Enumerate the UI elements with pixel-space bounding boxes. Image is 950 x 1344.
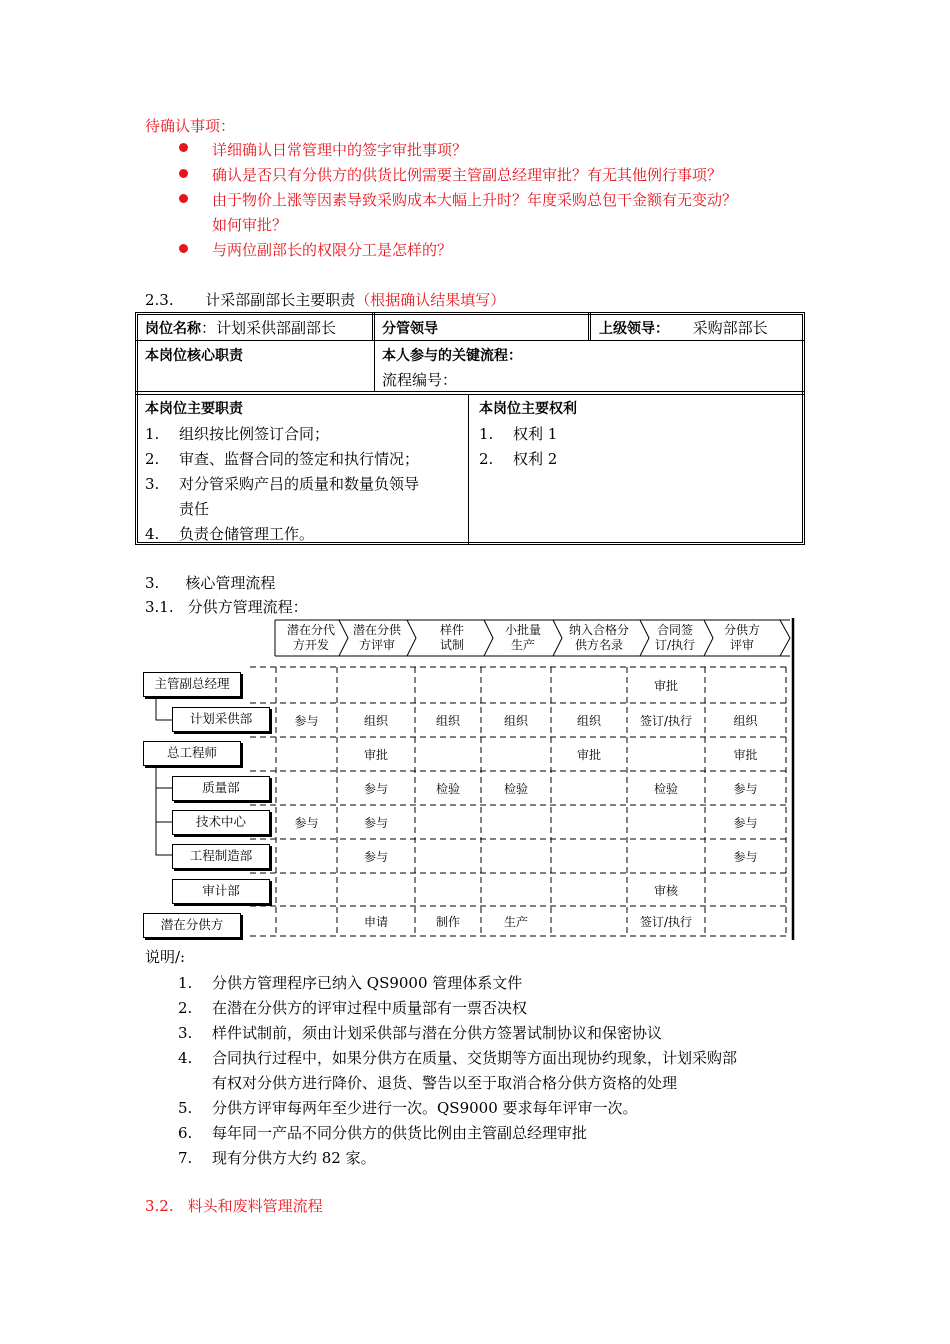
note-item: 有权对分供方进行降价、退货、警告以至于取消合格分供方资格的处理	[212, 1074, 678, 1092]
note-item: 7. 现有分供方大约 82 家。	[178, 1149, 376, 1167]
pending-item: 由于物价上涨等因素导致采购成本大幅上升时？年度采购总包干金额有无变动？	[212, 191, 738, 209]
section-title: 计采部副部长主要职责	[205, 291, 356, 309]
note-item: 6. 每年同一产品不同分供方的供货比例由主管副总经理审批	[178, 1124, 588, 1142]
chart-cell: 组织	[733, 714, 758, 728]
role-box: 质量部	[172, 776, 270, 801]
post-name-label: 岗位名称	[145, 321, 201, 337]
chart-cell: 检验	[503, 782, 528, 796]
stage-label: 潜在分供 方评审	[352, 623, 401, 652]
superior-value: 采购部部长	[692, 319, 768, 337]
chart-cell: 参与	[363, 850, 388, 864]
role-box: 潜在分供方	[143, 913, 241, 938]
stage-label: 合同签 订/执行	[654, 623, 696, 652]
chart-cell: 参与	[363, 816, 388, 830]
stage-label: 纳入合格分 供方名录	[568, 623, 629, 652]
right-item: 1. 权利 1	[479, 425, 558, 443]
role-box: 计划采供部	[172, 707, 270, 732]
chart-cell: 组织	[503, 714, 528, 728]
notes-title: 说明/:	[145, 948, 186, 966]
supervisor-label: 分管领导	[382, 321, 438, 337]
pending-item: 确认是否只有分供方的供货比例需要主管副总经理审批？有无其他例行事项？	[212, 166, 723, 184]
duty-item: 2. 审查、监督合同的签定和执行情况；	[145, 450, 420, 468]
post-name-sep: ：	[201, 319, 217, 337]
process-no-label: 流程编号：	[382, 371, 458, 389]
note-item: 5. 分供方评审每两年至少进行一次。QS9000 要求每年评审一次。	[178, 1099, 638, 1117]
chart-cell: 审批	[363, 748, 388, 762]
note-item: 2. 在潜在分供方的评审过程中质量部有一票否决权	[178, 999, 528, 1017]
chart-cell: 参与	[294, 816, 319, 830]
section-note: （根据确认结果填写）	[355, 291, 506, 309]
notes-list	[178, 971, 737, 1171]
stage-label: 分供方 评审	[723, 623, 760, 652]
note-item: 1. 分供方管理程序已纳入 QS9000 管理体系文件	[178, 974, 523, 992]
duty-item: 1. 组织按比例签订合同；	[145, 425, 330, 443]
duty-item: 责任	[179, 500, 210, 518]
chart-cell: 审批	[733, 748, 758, 762]
main-duty-label: 本岗位主要职责	[145, 401, 243, 417]
main-rights-label: 本岗位主要权利	[479, 401, 577, 417]
core-duty-label: 本岗位核心职责	[145, 348, 243, 364]
chart-cell: 检验	[653, 782, 678, 796]
role-box: 技术中心	[172, 810, 270, 835]
role-box: 审计部	[172, 879, 270, 904]
role-box: 总工程师	[143, 741, 241, 766]
chart-cell: 组织	[363, 714, 388, 728]
pending-item: 与两位副部长的权限分工是怎样的？	[212, 241, 453, 259]
section-3-heading: 3. 核心管理流程	[145, 574, 276, 592]
chart-cell: 参与	[363, 782, 388, 796]
chart-cell: 申请	[363, 915, 388, 929]
note-item: 3. 样件试制前，须由计划采供部与潜在分供方签署试制协议和保密协议	[178, 1024, 663, 1042]
role-box: 主管副总经理	[143, 672, 241, 697]
section-3-1-heading: 3.1. 分供方管理流程：	[145, 598, 308, 616]
stage-label: 小批量 生产	[504, 623, 541, 652]
duty-item: 3. 对分管采购产吕的质量和数量负领导	[145, 475, 420, 493]
chart-cell: 制作	[435, 915, 460, 929]
chart-cell: 签订/执行	[639, 714, 693, 728]
chart-cell: 参与	[733, 850, 758, 864]
pending-item: 详细确认日常管理中的签字审批事项？	[212, 141, 468, 159]
chart-cell: 组织	[435, 714, 460, 728]
stage-label: 样件 试制	[439, 623, 464, 652]
role-box: 工程制造部	[172, 844, 270, 869]
post-name-value: 计划采供部副部长	[216, 319, 337, 337]
key-process-label: 本人参与的关键流程：	[382, 348, 522, 364]
section-number: 2.3.	[145, 291, 174, 309]
chart-cell: 检验	[435, 782, 460, 796]
section-3-2-heading: 3.2. 料头和废料管理流程	[145, 1197, 323, 1215]
chart-cell: 参与	[733, 782, 758, 796]
chart-cell: 审核	[653, 883, 678, 898]
note-item: 4. 合同执行过程中，如果分供方在质量、交货期等方面出现协约现象，计划采购部	[178, 1049, 738, 1067]
duty-item: 4. 负责仓储管理工作。	[145, 525, 315, 543]
chart-cell: 参与	[733, 816, 758, 830]
superior-label: 上级领导：	[599, 321, 669, 337]
chart-cell: 审批	[653, 679, 678, 693]
chart-cell: 审批	[576, 748, 601, 762]
stage-label: 潜在分代 方开发	[286, 623, 335, 652]
chart-cell: 签订/执行	[639, 915, 693, 929]
pending-item-cont: 如何审批？	[212, 216, 288, 234]
pending-title: 待确认事项：	[145, 117, 236, 135]
right-item: 2. 权利 2	[479, 450, 558, 468]
chart-cell: 组织	[576, 714, 601, 728]
chart-cell: 参与	[294, 714, 319, 728]
chart-cell: 生产	[503, 915, 528, 929]
